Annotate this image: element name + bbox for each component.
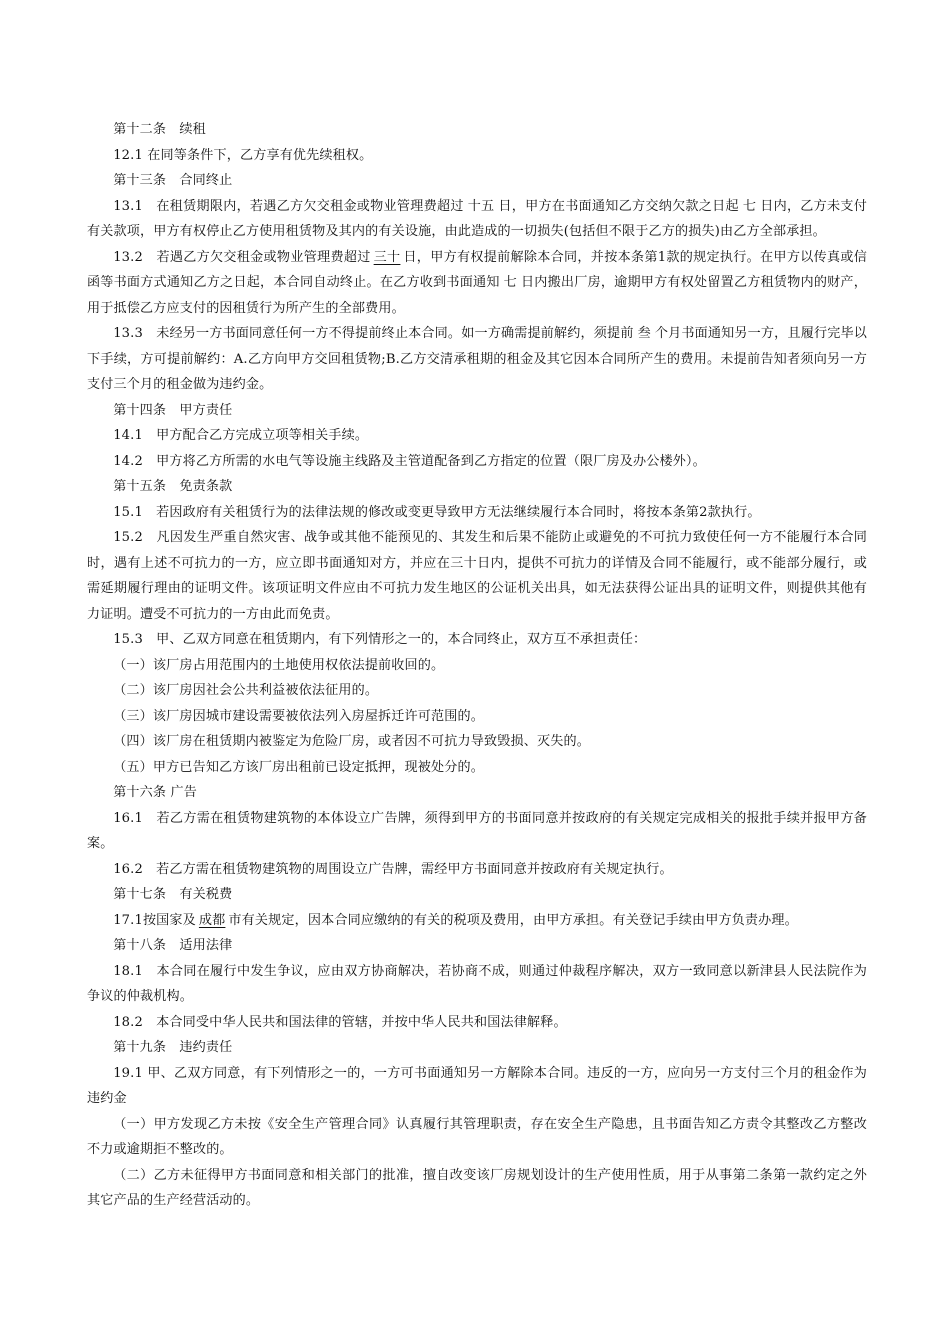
list-item: （三）该厂房因城市建设需要被依法列入房屋拆迁许可范围的。	[113, 708, 485, 724]
clause-13-2-text-a: 13.2 若遇乙方欠交租金或物业管理费超过	[113, 249, 371, 265]
clause-13-3-text-a: 13.3 未经另一方书面同意任何一方不得提前终止本合同。如一方确需提前解约，须提前	[113, 326, 634, 341]
article-12-heading: 第十二条 续租	[113, 122, 206, 137]
clause-13-1-text-b: 日，甲方在书面通知乙方交纳欠款之日起	[498, 198, 739, 214]
list-item: （一）甲方发现乙方未按《安全生产管理合同》认真履行其管理职责，存在安全生产隐患，且书面告知乙方责令其整改乙方整改不力或逾期拒不整改的。	[87, 1116, 867, 1157]
clause-13-3	[87, 321, 867, 398]
clause-13-1-text-a: 13.1 在租赁期限内，若遇乙方欠交租金或物业管理费超过	[113, 198, 464, 214]
article-16-heading: 第十六条 广告	[113, 785, 197, 800]
clause-15-3: 15.3 甲、乙双方同意在租赁期内，有下列情形之一的，本合同终止，双方互不承担责任：	[113, 632, 647, 647]
clause-13-1	[87, 194, 867, 245]
article-13-heading: 第十三条 合同终止	[113, 173, 233, 188]
clause-16-1: 16.1 若乙方需在租赁物建筑物的本体设立广告牌，须得到甲方的书面同意并按政府的有关规定完成相关的报批手续并报甲方备案。	[87, 810, 867, 851]
notice-days-value: 七	[742, 198, 757, 214]
clause-13-2	[87, 245, 867, 322]
clause-16-2: 16.2 若乙方需在租赁物建筑物的周围设立广告牌，需经甲方书面同意并按政府有关规定执行。	[113, 861, 673, 877]
list-item: （五）甲方已告知乙方该厂房出租前已设定抵押，现被处分的。	[113, 759, 485, 775]
list-item: （二）该厂房因社会公共利益被依法征用的。	[113, 683, 379, 698]
clause-13-3-text-b: 个月书面通知另一方，且履行完毕以下手续，方可提前解约：A.乙方向甲方交回租赁物;B.乙方交清承租期的租金及其它因本合同所产生的费用。未提前告知者须向另一方支付三个月的租金做为违约金。	[87, 326, 867, 392]
article-19-heading: 第十九条 违约责任	[113, 1040, 233, 1055]
clause-13-2-text-c: 日内搬出厂房，逾期甲方有权处留置乙方租赁物内的财产，用于抵偿乙方应支付的因租赁行为所产生的全部费用。	[87, 275, 867, 316]
article-15-heading: 第十五条 免责条款	[113, 479, 233, 494]
clause-17-1	[87, 908, 867, 934]
move-out-days-value: 七	[503, 275, 517, 290]
article-14-heading: 第十四条 甲方责任	[113, 402, 233, 418]
clause-18-1: 18.1 本合同在履行中发生争议，应由双方协商解决，若协商不成，则通过仲裁程序解决，双方一致同意以新津县人民法院作为争议的仲裁机构。	[87, 963, 867, 1004]
clause-17-1-text-b: 市有关规定，因本合同应缴纳的有关的税项及费用，由甲方承担。有关登记手续由甲方负责办理。	[228, 912, 798, 928]
clause-17-1-text-a: 17.1按国家及	[113, 912, 196, 928]
article-18-heading: 第十八条 适用法律	[113, 938, 233, 953]
overdue-days-value: 十五	[467, 198, 495, 214]
clause-14-1: 14.1 甲方配合乙方完成立项等相关手续。	[113, 428, 369, 443]
overdue-days-blank: 三十	[373, 249, 401, 265]
contract-page	[87, 117, 867, 1214]
clause-12-1: 12.1 在同等条件下，乙方享有优先续租权。	[113, 147, 373, 163]
list-item: （二）乙方未征得甲方书面同意和相关部门的批准，擅自改变该厂房规划设计的生产使用性质，用于从事第二条第一款约定之外其它产品的生产经营活动的。	[87, 1167, 867, 1208]
list-item: （一）该厂房占用范围内的土地使用权依法提前收回的。	[113, 657, 445, 673]
clause-19-1: 19.1 甲、乙双方同意，有下列情形之一的，一方可书面通知另一方解除本合同。违反的一方，应向另一方支付三个月的租金作为违约金	[87, 1065, 867, 1106]
article-17-heading: 第十七条 有关税费	[113, 887, 233, 902]
clause-14-2: 14.2 甲方将乙方所需的水电气等设施主线路及主管道配备到乙方指定的位置（限厂房及办公楼外）。	[113, 453, 706, 469]
clause-13-2-text-b: 日，甲方有权提前解除本合同，并按本条第1款的规定执行。在甲方以传真或信函等书面方式通知乙方之日起，本合同自动终止。在乙方收到书面通知	[87, 249, 867, 290]
clause-18-2: 18.2 本合同受中华人民共和国法律的管辖，并按中华人民共和国法律解释。	[113, 1014, 567, 1030]
notice-months-value: 叁	[637, 326, 651, 341]
list-item: （四）该厂房在租赁期内被鉴定为危险厂房，或者因不可抗力导致毁损、灭失的。	[113, 734, 590, 749]
clause-15-1: 15.1 若因政府有关租赁行为的法律法规的修改或变更导致甲方无法继续履行本合同时，将按本条第2款执行。	[113, 504, 761, 520]
clause-15-2: 15.2 凡因发生严重自然灾害、战争或其他不能预见的、其发生和后果不能防止或避免的不可抗力致使任何一方不能履行本合同时，遇有上述不可抗力的一方，应立即书面通知对方，并应在三十日内，提供不可抗力的详情及合同不能履行，或不能部分履行，或需延期履行理由的证明文件。该项证明文件应由不可抗力发生地区的公证机关出具，如无法获得公证出具的证明文件，则提供其他有力证明。遭受不可抗力的一方由此而免责。	[87, 530, 867, 622]
clause-13-1-text-c: 日内，乙方未支付有关款项，甲方有权停止乙方使用租赁物及其内的有关设施，由此造成的一切损失(包括但不限于乙方的损失)由乙方全部承担。	[87, 198, 867, 239]
city-blank: 成都	[198, 912, 226, 928]
